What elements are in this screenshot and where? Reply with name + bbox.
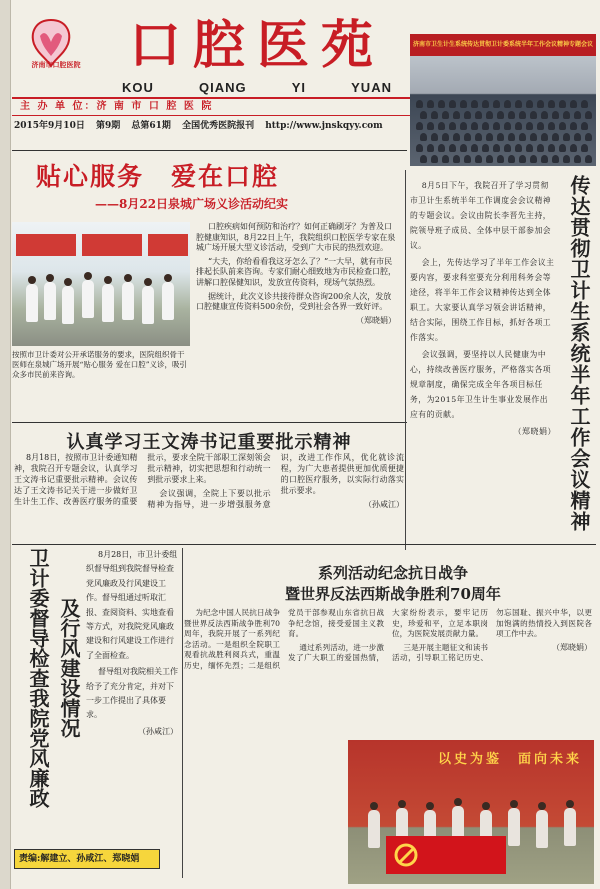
paragraph: 通过系列活动，进一步激发了广大职工的爱国热情，大家纷纷表示，要牢记历史，珍爱和平，立足本职岗位，为医院发展贡献力量。: [288, 608, 488, 663]
inspection-body: [86, 548, 178, 739]
audience-member: [464, 155, 471, 163]
audience-member: [438, 100, 445, 108]
audience-member: [442, 111, 449, 119]
memorial-headline-line1: 系列活动纪念抗日战争: [317, 564, 468, 582]
second-headline: 认真学习王文涛书记重要批示精神: [66, 432, 352, 453]
audience-member: [504, 100, 511, 108]
audience-member: [548, 122, 555, 130]
audience-member: [493, 122, 500, 130]
audience-member: [541, 111, 548, 119]
masthead-title: 口腔医苑: [128, 15, 385, 76]
pinyin-syllable: KOU: [122, 80, 154, 95]
doctor-figure: [26, 284, 38, 322]
audience-member: [526, 144, 533, 152]
audience-member: [449, 100, 456, 108]
tent: [82, 234, 142, 256]
paragraph: 会上，先传达学习了半年工作会议主要内容，要求科室要充分利用科务会等途径，将半年工作会议精神传达到全体职工。大家要认真学习领会讲话精神，结合实际，围绕工作目标，抓好各项工作落实。: [410, 258, 555, 342]
audience-member: [431, 133, 438, 141]
audience-member: [416, 144, 423, 152]
audience-member: [515, 122, 522, 130]
audience-member: [475, 155, 482, 163]
audience-member: [530, 155, 537, 163]
audience-member: [420, 133, 427, 141]
audience-member: [442, 133, 449, 141]
column-divider: [405, 170, 406, 550]
pinyin-syllable: YUAN: [351, 80, 392, 95]
doctor-figure: [62, 286, 74, 324]
audience-member: [559, 144, 566, 152]
audience-member: [563, 155, 570, 163]
audience-member: [574, 133, 581, 141]
audience-member: [537, 122, 544, 130]
audience-member: [585, 111, 592, 119]
issue-number: 第9期: [95, 121, 121, 131]
audience-member: [515, 100, 522, 108]
divider: [12, 544, 596, 545]
audience-member: [497, 133, 504, 141]
byline: （郑晓娟）: [513, 427, 556, 436]
doctor-figure: [142, 286, 154, 324]
audience-member: [464, 111, 471, 119]
audience-member: [537, 144, 544, 152]
audience-member: [438, 122, 445, 130]
audience-member: [541, 155, 548, 163]
paragraph: 三是开展主题征文和读书活动，引导职工铭记历史、勿忘国耻、振兴中华，以更加饱满的热情投入到医院各项工作中去。: [392, 608, 592, 663]
audience-member: [453, 155, 460, 163]
byline: （郑晓娟）: [552, 642, 592, 652]
inspection-headline-secondary: 及行风建设情况: [57, 598, 81, 738]
divider: [12, 422, 407, 423]
meeting-banner: 济南市卫生计生系统传达贯彻卫计委系统半年工作会议精神专题会议: [410, 34, 596, 56]
byline: （郑晓娟）: [356, 315, 396, 325]
doctor-figure: [162, 282, 174, 320]
audience-member: [420, 155, 427, 163]
audience-member: [526, 100, 533, 108]
divider: [12, 150, 407, 151]
audience-member: [471, 100, 478, 108]
audience-member: [574, 111, 581, 119]
audience-member: [460, 100, 467, 108]
photo-banner: 以史为鉴 面向未来: [438, 752, 583, 767]
audience-member: [460, 144, 467, 152]
column-divider: [182, 548, 183, 878]
sponsor-bar: 主 办 单 位：济 南 市 口 腔 医 院: [12, 97, 415, 116]
lead-subhead: ——8月22日泉城广场义诊活动纪实: [95, 197, 289, 211]
memorial-headline-line2: 暨世界反法西斯战争胜利70周年: [285, 585, 501, 603]
audience-member: [581, 144, 588, 152]
audience-member: [460, 122, 467, 130]
audience-member: [453, 133, 460, 141]
total-issue: 总第61期: [131, 121, 171, 131]
audience-member: [482, 122, 489, 130]
issue-info: [14, 118, 409, 131]
audience-member: [548, 144, 555, 152]
paragraph: 督导组对我院相关工作给予了充分肯定，并对下一步工作提出了具体要求。: [86, 667, 178, 720]
audience-member: [552, 111, 559, 119]
audience-member: [552, 133, 559, 141]
audience-member: [519, 133, 526, 141]
paragraph: 据统计，此次义诊共接待群众咨询200余人次，发放口腔健康宣传资料500余份，受到社会各界一致好评。: [196, 291, 392, 312]
pinyin-syllable: QIANG: [199, 80, 247, 95]
audience-member: [530, 133, 537, 141]
audience-member: [427, 100, 434, 108]
tent: [148, 234, 188, 256]
audience-member: [559, 122, 566, 130]
logo-caption: 济南市口腔医院: [31, 60, 81, 69]
masthead-pinyin: [122, 80, 392, 95]
audience-member: [475, 133, 482, 141]
party-flag: [386, 836, 506, 874]
audience-member: [453, 111, 460, 119]
audience-member: [570, 100, 577, 108]
audience-member: [574, 155, 581, 163]
lead-body: [196, 222, 396, 326]
tent: [16, 234, 76, 256]
audience-member: [464, 133, 471, 141]
clinic-event-photo: [12, 222, 190, 346]
audience-member: [559, 100, 566, 108]
network-label: 全国优秀医院报刊: [182, 121, 255, 131]
paragraph: 8月5日下午，我院召开了学习贯彻市卫计生系统半年工作调度会会议精神的专题会议。会议由院长李晋先主持，院领导班子成员、全体中层干部参加会议。: [410, 181, 552, 250]
page-binding-edge: [0, 0, 11, 889]
paragraph: 会议强调，全院上下要以批示精神为指导，进一步增强服务意识，改进工作作风，优化就诊流程，为广大患者提供更加优质便捷的口腔医疗服务，以实际行动落实批示要求。: [147, 453, 404, 509]
right-headline: 传达贯彻卫计生系统半年工作会议精神: [567, 175, 591, 532]
doctor-figure: [82, 280, 94, 318]
inspection-headline-main: 卫计委督导检查我院党风廉政: [26, 548, 50, 808]
audience-member: [570, 122, 577, 130]
audience-member: [416, 100, 423, 108]
staff-figure: [564, 808, 576, 846]
audience-member: [508, 111, 515, 119]
doctor-figure: [44, 282, 56, 320]
audience-member: [563, 111, 570, 119]
audience-member: [471, 144, 478, 152]
audience-member: [493, 100, 500, 108]
audience-member: [563, 133, 570, 141]
audience-member: [552, 155, 559, 163]
audience-member: [570, 144, 577, 152]
paragraph: 8月18日，按照市卫计委通知精神，我院召开专题会议，认真学习王文涛书记重要批示精神。会议传达了王文涛书记关于进一步做好卫生计生工作、改善医疗服务的重要批示，要求全院干部职工深刻领会批示精神，切实把思想和行动统一到批示要求上来。: [14, 453, 271, 506]
audience-member: [548, 100, 555, 108]
meeting-photo: [410, 34, 596, 166]
audience-member: [537, 100, 544, 108]
audience-member: [486, 155, 493, 163]
audience-member: [442, 155, 449, 163]
audience-member: [486, 133, 493, 141]
right-body: [410, 178, 556, 439]
photo-caption: 按照市卫计委对公开承诺服务的要求，医院组织骨干医师在泉城广场开展“贴心服务 爱在口腔”义诊，吸引众多市民前来咨询。: [12, 350, 188, 379]
audience-member: [497, 111, 504, 119]
staff-figure: [536, 810, 548, 848]
audience-member: [585, 155, 592, 163]
audience-member: [493, 144, 500, 152]
audience-member: [581, 100, 588, 108]
paragraph: 口腔疾病如何预防和治疗？如何正确刷牙？为普及口腔健康知识，8月22日上午，我院组织口腔医学专家在泉城广场开展大型义诊活动，受到广大市民的热烈欢迎。: [196, 222, 396, 253]
doctor-figure: [102, 284, 114, 322]
audience-member: [416, 122, 423, 130]
audience-member: [438, 144, 445, 152]
paragraph: 为纪念中国人民抗日战争暨世界反法西斯战争胜利70周年，我院开展了一系列纪念活动。一是组织全院职工观看抗战胜利阅兵式，重温历史，缅怀先烈；二是组织党员干部参观山东省抗日战争纪念馆，接受爱国主义教育。: [184, 608, 384, 670]
audience-member: [471, 122, 478, 130]
audience-member: [530, 111, 537, 119]
audience-member: [504, 122, 511, 130]
audience-member: [508, 155, 515, 163]
editors-box: 责编:解建立、孙咸江、郑晓娟: [14, 849, 160, 869]
audience-member: [449, 144, 456, 152]
audience-member: [486, 111, 493, 119]
audience-member: [431, 155, 438, 163]
audience-member: [427, 144, 434, 152]
audience-member: [581, 122, 588, 130]
paragraph: 会议强调，要坚持以人民健康为中心，持续改善医疗服务，严格落实各项规章制度，确保完成全年各项目标任务，为2015年卫生计生事业发展作出应有的贡献。: [410, 350, 552, 419]
pinyin-syllable: YI: [291, 80, 307, 95]
audience-member: [497, 155, 504, 163]
staff-figure: [368, 810, 380, 848]
audience-member: [541, 133, 548, 141]
audience-member: [515, 144, 522, 152]
issue-date: 2015年9月10日: [14, 121, 85, 131]
audience-member: [475, 111, 482, 119]
audience-member: [585, 133, 592, 141]
memorial-group-photo: [348, 740, 594, 884]
audience-member: [519, 155, 526, 163]
audience-member: [420, 111, 427, 119]
website-url: http://www.jnskqyy.com: [265, 121, 383, 131]
audience-member: [504, 144, 511, 152]
paragraph: “大夫，你给看看我这牙怎么了？”一大早，就有市民排起长队前来咨询。专家们耐心细致地为市民检查口腔，讲解口腔保健知识，发放宣传资料，现场气氛热烈。: [196, 256, 396, 287]
audience-member: [449, 122, 456, 130]
audience-member: [526, 122, 533, 130]
byline: （孙咸江）: [138, 726, 178, 736]
memorial-body: [184, 608, 592, 743]
second-body: [14, 452, 404, 564]
audience-member: [508, 133, 515, 141]
paragraph: 8月28日，市卫计委组织督导组到我院督导检查党风廉政及行风建设工作。督导组通过听取汇报、查阅资料、实地查看等方式，对我院党风廉政建设和行风建设工作进行了全面检查。: [86, 550, 178, 660]
audience-member: [427, 122, 434, 130]
staff-figure: [508, 808, 520, 846]
lead-headline: 贴心服务 爱在口腔: [36, 162, 280, 191]
byline: （孙咸江）: [363, 500, 404, 509]
audience-member: [482, 144, 489, 152]
audience-member: [431, 111, 438, 119]
audience-member: [482, 100, 489, 108]
audience-member: [519, 111, 526, 119]
doctor-figure: [122, 282, 134, 320]
